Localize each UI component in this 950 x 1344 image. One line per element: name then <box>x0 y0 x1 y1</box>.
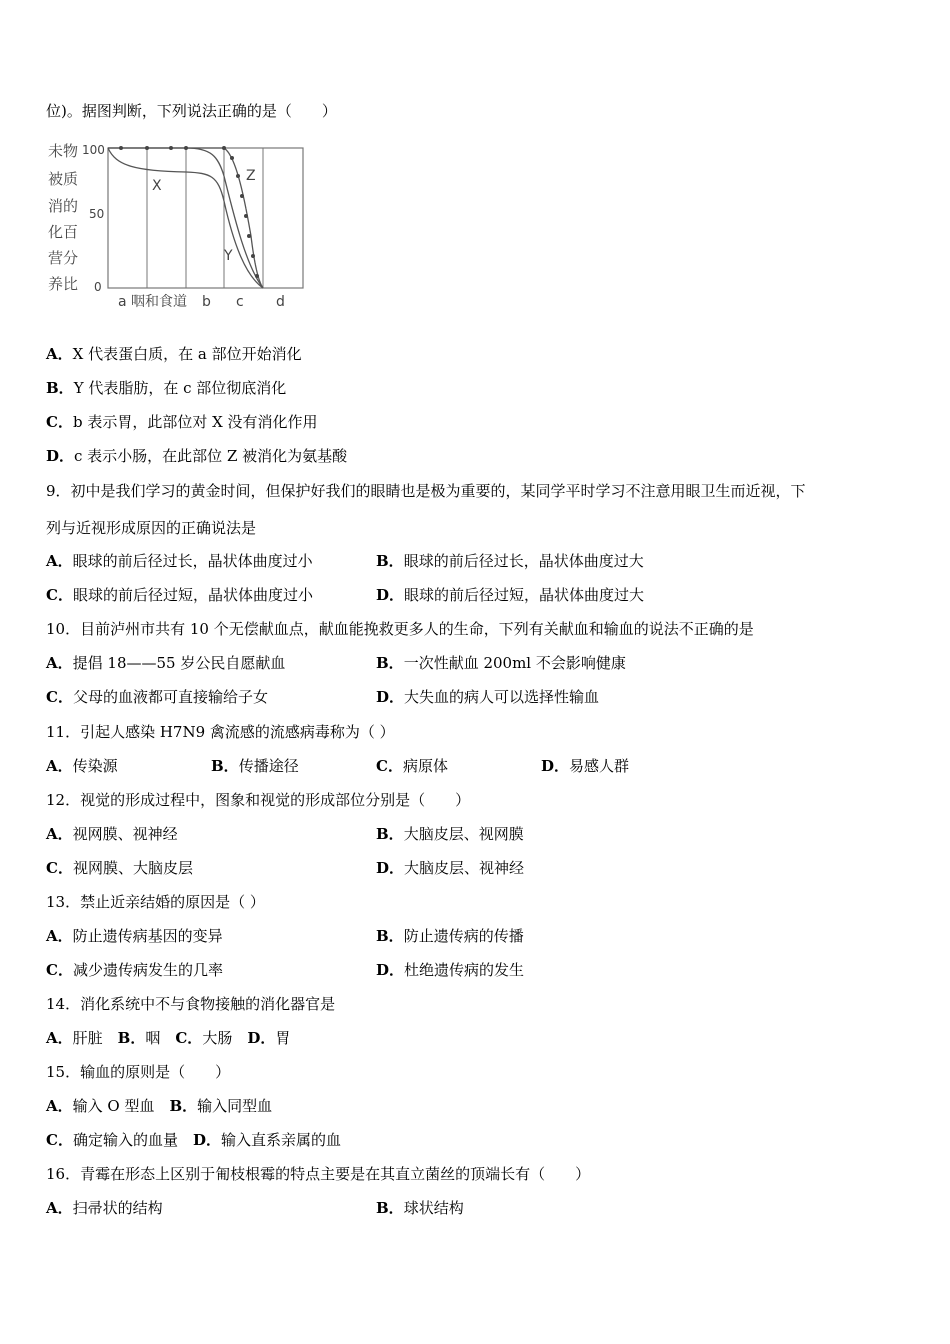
option-key: A． <box>46 927 73 945</box>
option-key: B． <box>46 379 74 397</box>
option-key: A． <box>46 757 73 775</box>
q11-stem: 11．引起人感染 H7N9 禽流感的流感病毒称为（ ） <box>46 723 395 741</box>
option-key: B． <box>376 825 404 843</box>
option-key: A． <box>46 1029 73 1047</box>
option-key: A． <box>46 1097 73 1115</box>
q8-option-d <box>46 446 347 466</box>
ytick-100: 100 <box>82 143 105 157</box>
option-text: 咽 <box>145 1029 161 1047</box>
option-text: 确定输入的血量 <box>72 1131 178 1149</box>
option-text: 大肠 <box>202 1029 233 1047</box>
q13-stem: 13．禁止近亲结婚的原因是（ ） <box>46 893 265 911</box>
option-text: 输入 O 型血 <box>72 1097 155 1115</box>
q14-stem: 14．消化系统中不与食物接触的消化器官是 <box>46 995 336 1013</box>
option-key: D． <box>376 961 405 979</box>
q16-stem: 16．青霉在形态上区别于匍枝根霉的特点主要是在其直立菌丝的顶端长有（ ） <box>46 1165 591 1183</box>
q11-option-a <box>46 756 118 776</box>
q12-option-a <box>46 824 178 844</box>
q15-stem: 15．输血的原则是（ ） <box>46 1063 231 1081</box>
ytick-0: 0 <box>94 280 102 294</box>
label-x: X <box>152 178 162 194</box>
option-text: 胃 <box>275 1029 291 1047</box>
option-text: 球状结构 <box>403 1199 464 1217</box>
ylabel-3: 消的 <box>48 197 79 215</box>
q10-option-c <box>46 687 268 707</box>
q11-option-c <box>376 756 448 776</box>
option-text: 一次性献血 200ml 不会影响健康 <box>403 654 626 672</box>
option-text: 病原体 <box>402 757 448 775</box>
option-key: B． <box>376 1199 404 1217</box>
option-key: A． <box>46 345 73 363</box>
option-text: 大脑皮层、视神经 <box>404 859 525 877</box>
option-key: D． <box>376 688 405 706</box>
option-key: B． <box>169 1097 198 1115</box>
option-text: 眼球的前后径过短，晶状体曲度过大 <box>404 586 645 604</box>
ytick-50: 50 <box>89 207 105 221</box>
option-text: 视网膜、大脑皮层 <box>72 859 193 877</box>
q12-stem: 12．视觉的形成过程中，图象和视觉的形成部位分别是（ ） <box>46 791 471 809</box>
xlabel-a: a 咽和食道 <box>118 294 188 310</box>
option-text: Y 代表脂肪，在 c 部位彻底消化 <box>73 379 287 397</box>
option-text: 扫帚状的结构 <box>72 1199 163 1217</box>
q8-option-b <box>46 378 286 398</box>
option-text: 眼球的前后径过长，晶状体曲度过小 <box>72 552 313 570</box>
q9-stem-1: 9．初中是我们学习的黄金时间，但保护好我们的眼睛也是极为重要的，某同学平时学习不注意用眼卫生而近视，下 <box>46 482 806 500</box>
option-key: B． <box>211 757 239 775</box>
option-text: 眼球的前后径过短，晶状体曲度过小 <box>72 586 313 604</box>
option-key: B． <box>376 927 404 945</box>
option-text: 输入同型血 <box>197 1097 273 1115</box>
ylabel-4: 化百 <box>48 223 79 241</box>
q12-option-c <box>46 858 193 878</box>
option-key: C． <box>46 859 73 877</box>
option-key: C． <box>46 688 73 706</box>
q15-options-cd <box>46 1130 341 1150</box>
q9-option-d <box>376 585 644 605</box>
option-text: 输入直系亲属的血 <box>220 1131 341 1149</box>
option-key: B． <box>117 1029 146 1047</box>
q13-option-a <box>46 926 223 946</box>
option-text: 眼球的前后径过长，晶状体曲度过大 <box>403 552 644 570</box>
option-text: 防止遗传病的传播 <box>403 927 524 945</box>
option-key: C． <box>46 961 73 979</box>
q11-option-b <box>211 756 299 776</box>
option-text: 大失血的病人可以选择性输血 <box>404 688 600 706</box>
option-text: 传染源 <box>72 757 118 775</box>
q14-options <box>46 1028 290 1048</box>
option-key: A． <box>46 552 73 570</box>
q10-option-b <box>376 653 626 673</box>
plot-frame <box>108 148 303 288</box>
q11-option-d <box>541 756 629 776</box>
q9-option-c <box>46 585 313 605</box>
option-text: 防止遗传病基因的变异 <box>72 927 223 945</box>
option-key: D． <box>192 1131 221 1149</box>
q16-option-b <box>376 1198 464 1218</box>
option-text: 减少遗传病发生的几率 <box>72 961 223 979</box>
q12-option-b <box>376 824 524 844</box>
q9-option-a <box>46 551 313 571</box>
option-key: D． <box>541 757 570 775</box>
xlabel-c: c <box>236 294 244 310</box>
option-text: 杜绝遗传病的发生 <box>404 961 525 979</box>
q13-option-d <box>376 960 524 980</box>
xlabel-d: d <box>276 294 285 310</box>
option-text: 提倡 18——55 岁公民自愿献血 <box>72 654 286 672</box>
option-text: b 表示胃，此部位对 X 没有消化作用 <box>72 413 318 431</box>
q13-option-b <box>376 926 524 946</box>
ylabel-2: 被质 <box>48 170 79 188</box>
option-text: 视网膜、视神经 <box>72 825 178 843</box>
curve-z-dots <box>119 146 259 278</box>
option-key: D． <box>376 586 405 604</box>
option-key: B． <box>376 654 404 672</box>
q10-option-a <box>46 653 285 673</box>
option-key: C． <box>46 413 73 431</box>
label-y: Y <box>224 248 233 264</box>
option-text: 大脑皮层、视网膜 <box>403 825 524 843</box>
q8-option-a <box>46 344 302 364</box>
option-key: A． <box>46 825 73 843</box>
option-key: D． <box>376 859 405 877</box>
option-key: C． <box>175 1029 203 1047</box>
option-text: X 代表蛋白质，在 a 部位开始消化 <box>72 345 302 363</box>
q10-option-d <box>376 687 599 707</box>
option-key: A． <box>46 1199 73 1217</box>
option-key: A． <box>46 654 73 672</box>
q13-option-c <box>46 960 223 980</box>
option-key: D． <box>247 1029 276 1047</box>
q8-option-c <box>46 412 318 432</box>
option-key: B． <box>376 552 404 570</box>
option-text: 传播途径 <box>238 757 299 775</box>
q9-option-b <box>376 551 644 571</box>
option-key: C． <box>46 1131 73 1149</box>
q8-stem: 位)。据图判断，下列说法正确的是（ ） <box>46 102 337 120</box>
q12-option-d <box>376 858 524 878</box>
q9-stem-2: 列与近视形成原因的正确说法是 <box>46 519 257 537</box>
option-text: 父母的血液都可直接输给子女 <box>72 688 268 706</box>
q16-option-a <box>46 1198 163 1218</box>
ylabel-5: 营分 <box>48 249 79 267</box>
option-text: 易感人群 <box>569 757 630 775</box>
ylabel-1: 未物 <box>48 142 79 160</box>
option-key: D． <box>46 447 75 465</box>
option-key: C． <box>376 757 403 775</box>
label-z: Z <box>246 168 256 184</box>
ylabel-6: 养比 <box>48 275 79 293</box>
option-text: c 表示小肠，在此部位 Z 被消化为氨基酸 <box>74 447 348 465</box>
q15-options-ab <box>46 1096 272 1116</box>
xlabel-b: b <box>202 294 211 310</box>
q10-stem: 10．目前泸州市共有 10 个无偿献血点，献血能挽救更多人的生命，下列有关献血和输血的说法不正确的是 <box>46 620 754 638</box>
option-key: C． <box>46 586 73 604</box>
option-text: 肝脏 <box>72 1029 103 1047</box>
digestion-curve-figure <box>46 136 316 316</box>
